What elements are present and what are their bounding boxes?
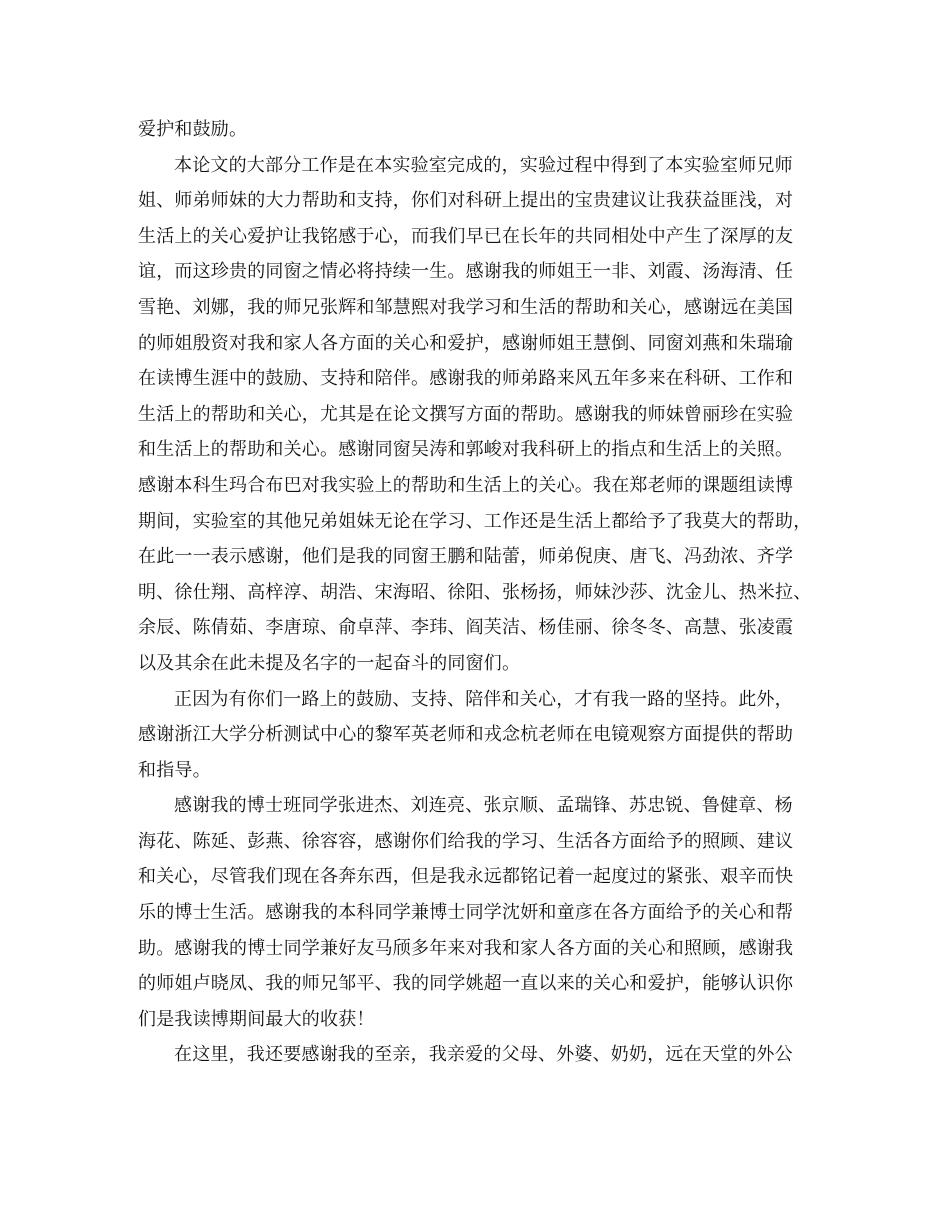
text-line: 生活上的关心爱护让我铭感于心，而我们早已在长年的共同相处中产生了深厚的友 (138, 225, 794, 247)
text-line: 的师姐殷资对我和家人各方面的关心和爱护，感谢师姐王慧倒、同窗刘燕和朱瑞瑜 (138, 332, 794, 354)
text-line: 乐的博士生活。感谢我的本科同学兼博士同学沈妍和童彦在各方面给予的关心和帮 (138, 902, 794, 924)
text-line: 和生活上的帮助和关心。感谢同窗吴涛和郭峻对我科研上的指点和生活上的关照。 (138, 439, 794, 461)
text-line: 感谢浙江大学分析测试中心的黎军英老师和戎念杭老师在电镜观察方面提供的帮助 (138, 724, 794, 746)
text-line: 在这里，我还要感谢我的至亲，我亲爱的父母、外婆、奶奶，远在天堂的外公 (174, 1044, 793, 1066)
text-line: 助。感谢我的博士同学兼好友马颀多年来对我和家人各方面的关心和照顾，感谢我 (138, 937, 794, 959)
text-line: 们是我读博期间最大的收获！ (138, 1008, 375, 1030)
text-line: 爱护和鼓励。 (138, 119, 248, 140)
text-line: 海花、陈延、彭燕、徐容容，感谢你们给我的学习、生活各方面给予的照顾、建议 (138, 830, 794, 852)
text-line: 本论文的大部分工作是在本实验室完成的，实验过程中得到了本实验室师兄师 (174, 154, 793, 176)
text-line: 在此一一表示感谢，他们是我的同窗王鹏和陆蕾，师弟倪庚、唐飞、冯劲浓、齐学 (138, 546, 794, 568)
text-line: 余辰、陈倩茹、李唐琼、俞卓萍、李玮、阎芙洁、杨佳丽、徐冬冬、高慧、张凌霞 (138, 617, 794, 639)
text-line: 和指导。 (138, 759, 211, 781)
text-line: 和关心，尽管我们现在各奔东西，但是我永远都铭记着一起度过的紧张、艰辛而快 (138, 866, 794, 888)
text-line: 的师姐卢晓凤、我的师兄邹平、我的同学姚超一直以来的关心和爱护，能够认识你 (138, 973, 794, 995)
acknowledgement-text (138, 112, 818, 1073)
text-line: 期间，实验室的其他兄弟姐妹无论在学习、工作还是生活上都给予了我莫大的帮助， (138, 510, 812, 532)
text-line: 姐、师弟师妹的大力帮助和支持，你们对科研上提出的宝贵建议让我获益匪浅，对 (138, 190, 794, 212)
text-line: 明、徐仕翔、高梓淳、胡浩、宋海昭、徐阳、张杨扬，师妹沙莎、沈金儿、热米拉、 (138, 581, 812, 603)
text-line: 生活上的帮助和关心，尤其是在论文撰写方面的帮助。感谢我的师妹曾丽珍在实验 (138, 403, 794, 425)
text-line: 谊，而这珍贵的同窗之情必将持续一生。感谢我的师姐王一非、刘霞、汤海清、任 (138, 261, 794, 283)
text-line: 感谢我的博士班同学张进杰、刘连亮、张京顺、孟瑞锋、苏忠锐、鲁健章、杨 (174, 795, 793, 817)
text-line: 正因为有你们一路上的鼓励、支持、陪伴和关心，才有我一路的坚持。此外， (174, 688, 793, 710)
text-line: 感谢本科生玛合布巴对我实验上的帮助和生活上的关心。我在郑老师的课题组读博 (138, 474, 794, 496)
text-line: 在读博生涯中的鼓励、支持和陪伴。感谢我的师弟路来风五年多来在科研、工作和 (138, 368, 794, 390)
text-line: 以及其余在此未提及名字的一起奋斗的同窗们。 (138, 652, 521, 674)
text-line: 雪艳、刘娜，我的师兄张辉和邹慧熙对我学习和生活的帮助和关心，感谢远在美国 (138, 296, 794, 318)
